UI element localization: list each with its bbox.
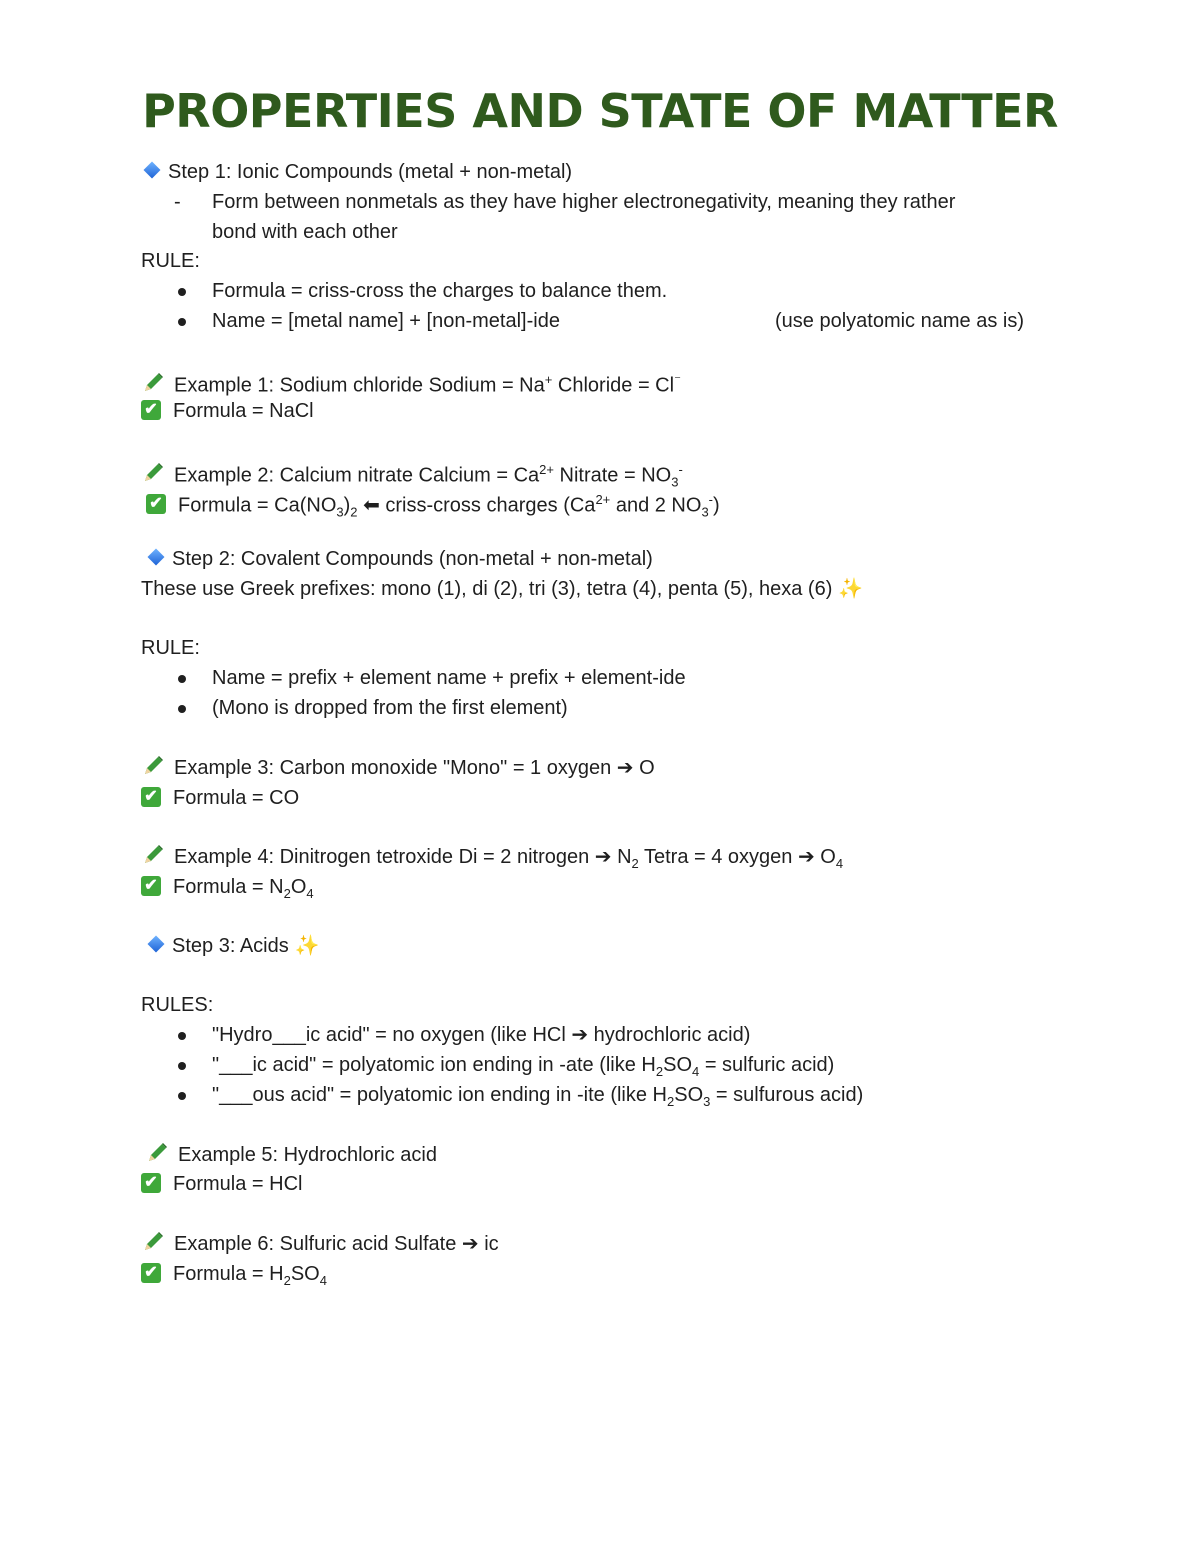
check-mark-icon: ✔ [141, 1263, 161, 1283]
step3-heading-line [146, 933, 320, 959]
example5-formula-line [141, 1171, 302, 1197]
example6-formula-sub1: 2 [283, 1273, 291, 1288]
example4-sub-a: 2 [631, 856, 639, 871]
blue-diamond-icon [148, 548, 165, 565]
pencil-icon [142, 1231, 164, 1253]
step1-note-line2: bond with each other [212, 221, 398, 243]
example4-formula-line [141, 874, 314, 907]
example1-line [142, 367, 681, 399]
example2-formula-e: ) [713, 494, 720, 517]
bullet-dot [178, 1032, 186, 1040]
check-mark-icon: ✔ [141, 876, 161, 896]
sparkles-icon: ✨ [838, 578, 864, 600]
step1-rule-label: RULE: [141, 250, 200, 272]
step2-prefixes: These use Greek prefixes: mono (1), di (2), tri (3), tetra (4), penta (5), hexa (6) [141, 578, 833, 600]
check-mark-icon: ✔ [146, 494, 166, 514]
check-mark-icon: ✔ [141, 400, 161, 420]
example5-formula: Formula = HCl [173, 1173, 303, 1195]
example2-formula-d: and 2 NO [610, 494, 702, 517]
step1-note-dash: - [174, 191, 181, 213]
example2-formula-line [146, 487, 720, 526]
step3-rule3-sub1: 2 [667, 1094, 675, 1109]
step3-rule2-sub2: 4 [692, 1064, 700, 1079]
example4-text-b: Tetra = 4 oxygen ➔ O [638, 846, 836, 868]
example2-formula-sup: 2+ [595, 492, 611, 507]
example4-line [142, 844, 843, 877]
step3-rule3-c: = sulfurous acid) [710, 1084, 864, 1106]
step3-rule3-a: "___ous acid" = polyatomic ion ending in -ite (like H [212, 1084, 667, 1106]
step3-heading: Step 3: Acids [172, 935, 289, 957]
check-mark-icon: ✔ [141, 1173, 161, 1193]
example1-text-a: Example 1: Sodium chloride Sodium = Na [174, 374, 545, 397]
step2-rule-label: RULE: [141, 637, 200, 659]
step3-rule2-line [212, 1052, 834, 1085]
bullet-dot [178, 318, 186, 326]
example1-formula: Formula = NaCl [173, 400, 314, 422]
check-mark-icon: ✔ [141, 787, 161, 807]
bullet-dot [178, 1062, 186, 1070]
sparkles-icon: ✨ [294, 935, 320, 957]
example6-formula-a: Formula = H [173, 1263, 284, 1285]
example2-formula-sub2: 2 [350, 504, 358, 520]
step1-note-line1: Form between nonmetals as they have higher electronegativity, meaning they rather [212, 191, 956, 213]
pencil-icon [142, 462, 164, 484]
example2-formula-sub3: 3 [701, 504, 709, 520]
step3-rules-label: RULES: [141, 994, 214, 1016]
example4-text-a: Example 4: Dinitrogen tetroxide Di = 2 nitrogen ➔ N [174, 846, 632, 868]
example2-text-a: Example 2: Calcium nitrate Calcium = Ca [174, 464, 540, 487]
step2-prefixes-line [141, 576, 863, 602]
page-title: PROPERTIES AND STATE OF MATTER [142, 84, 1058, 138]
step1-rule2: Name = [metal name] + [non-metal]-ide [212, 310, 560, 332]
example5-text: Example 5: Hydrochloric acid [178, 1144, 437, 1166]
example2-sub-b: 3 [671, 474, 679, 490]
step1-rule1: Formula = criss-cross the charges to balance them. [212, 280, 668, 302]
example2-formula-c: ⬅ criss-cross charges (Ca [357, 494, 596, 517]
pencil-icon [146, 1142, 168, 1164]
example4-formula-a: Formula = N [173, 876, 284, 898]
step2-heading-line [146, 546, 653, 572]
step2-rule2: (Mono is dropped from the first element) [212, 697, 568, 719]
step3-rule2-b: SO [663, 1054, 693, 1076]
example4-formula-sub2: 4 [306, 886, 314, 901]
pencil-icon [142, 372, 164, 394]
pencil-icon [142, 755, 164, 777]
example2-formula-a: Formula = Ca(NO [178, 494, 337, 517]
example2-sup-a: 2+ [539, 462, 554, 477]
example3-formula-line [141, 785, 299, 811]
example6-formula-b: SO [290, 1263, 320, 1285]
bullet-dot [178, 675, 186, 683]
example6-text: Example 6: Sulfuric acid Sulfate ➔ ic [174, 1233, 499, 1255]
example5-line [146, 1142, 437, 1168]
example1-sup-b: ⁻ [674, 372, 681, 387]
example2-sup-b: - [678, 462, 683, 477]
example4-formula-b: O [290, 876, 307, 898]
blue-diamond-icon [144, 161, 161, 178]
step3-rule3-line [212, 1082, 863, 1115]
step3-rule2-sub1: 2 [655, 1064, 664, 1079]
pencil-icon [142, 844, 164, 866]
blue-diamond-icon [148, 935, 165, 952]
example6-formula-line [141, 1261, 327, 1294]
example1-formula-line [141, 398, 314, 424]
example2-text-b: Nitrate = NO [553, 464, 672, 487]
step1-rule2-aside: (use polyatomic name as is) [775, 310, 1024, 332]
example2-formula-b: ) [343, 494, 351, 517]
step2-heading: Step 2: Covalent Compounds (non-metal + non-metal) [172, 548, 653, 570]
example6-line [142, 1231, 499, 1257]
example3-line [142, 755, 655, 781]
step3-rule2-a: "___ic acid" = polyatomic ion ending in -ate (like H [212, 1054, 656, 1076]
example3-text: Example 3: Carbon monoxide "Mono" = 1 oxygen ➔ O [174, 757, 655, 779]
step3-rule3-b: SO [674, 1084, 704, 1106]
example2-formula-sub1: 3 [336, 504, 344, 520]
step3-rule3-sub2: 3 [703, 1094, 711, 1109]
step3-rule1: "Hydro___ic acid" = no oxygen (like HCl ➔ hydrochloric acid) [212, 1024, 751, 1046]
bullet-dot [178, 1092, 186, 1100]
step2-rule1: Name = prefix + element name + prefix + element-ide [212, 667, 686, 689]
step1-heading: Step 1: Ionic Compounds (metal + non-metal) [168, 161, 573, 183]
example3-formula: Formula = CO [173, 787, 300, 809]
example1-text-b: Chloride = Cl [552, 374, 675, 397]
example1-sup-a: + [544, 372, 553, 387]
example4-sub-b: 4 [835, 856, 844, 871]
example2-formula-sup2: - [708, 492, 714, 507]
step3-rule2-c: = sulfuric acid) [699, 1054, 835, 1076]
example6-formula-sub2: 4 [319, 1273, 327, 1288]
bullet-dot [178, 705, 186, 713]
bullet-dot [178, 288, 186, 296]
example4-formula-sub1: 2 [283, 886, 291, 901]
step1-heading-line [142, 159, 572, 185]
